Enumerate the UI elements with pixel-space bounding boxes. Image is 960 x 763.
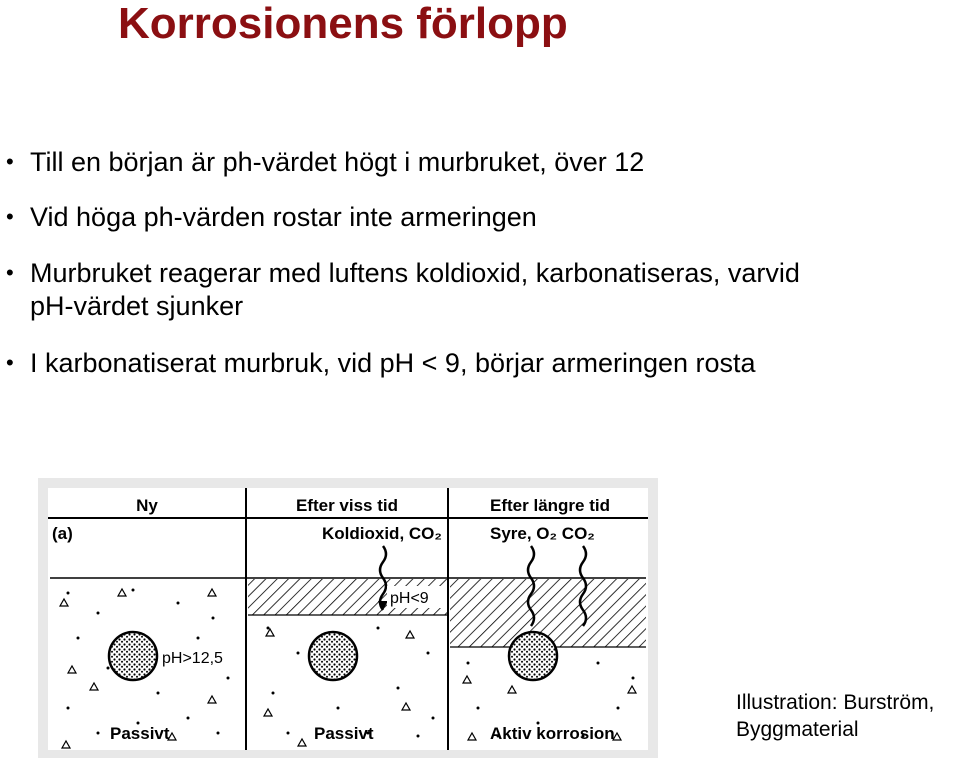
bullet-dot-icon: • xyxy=(6,149,14,174)
figure-label: (a) xyxy=(52,524,73,543)
rebar-cross-section xyxy=(309,632,357,680)
state-label-active-corrosion: Aktiv korrosion xyxy=(490,724,615,743)
bullet-item xyxy=(6,145,644,179)
corrosion-illustration xyxy=(38,478,658,758)
panel-header-some-time: Efter viss tid xyxy=(295,496,399,515)
bullet-dot-icon: • xyxy=(6,350,14,375)
ph-annotation-high: pH>12,5 xyxy=(162,650,223,667)
gas-label-o2-co2: Syre, O₂ CO₂ xyxy=(490,524,595,543)
ph-annotation-low: pH<9 xyxy=(390,590,429,607)
caption-line: Byggmaterial xyxy=(736,718,859,741)
bullet-text: Vid höga ph-värden rostar inte armeringen xyxy=(30,202,537,232)
bullet-text-continuation: pH-värdet sjunker xyxy=(30,291,244,321)
panel-header-longer-time: Efter längre tid xyxy=(490,496,610,515)
figure-caption xyxy=(736,689,934,743)
slide-title: Korrosionens förlopp xyxy=(118,0,568,48)
bullet-dot-icon: • xyxy=(6,204,14,229)
bullet-text: I karbonatiserat murbruk, vid pH < 9, börjar armeringen rosta xyxy=(30,348,756,378)
rebar-cross-section xyxy=(109,632,157,680)
bullet-item xyxy=(6,256,800,323)
rebar-cross-section xyxy=(509,632,557,680)
corrosion-figure xyxy=(38,478,658,763)
bullet-item xyxy=(6,346,756,380)
bullet-dot-icon: • xyxy=(6,260,14,285)
gas-label-co2: Koldioxid, CO₂ xyxy=(322,524,442,543)
panel-header-new: Ny xyxy=(136,496,158,515)
bullet-item xyxy=(6,200,537,234)
caption-line: Illustration: Burström, xyxy=(736,691,935,714)
bullet-text: Murbruket reagerar med luftens koldioxid, karbonatiseras, varvid xyxy=(30,258,800,288)
state-label-passive: Passivt xyxy=(314,724,374,743)
state-label-passive: Passivt xyxy=(110,724,170,743)
bullet-text: Till en början är ph-värdet högt i murbruket, över 12 xyxy=(30,147,645,177)
